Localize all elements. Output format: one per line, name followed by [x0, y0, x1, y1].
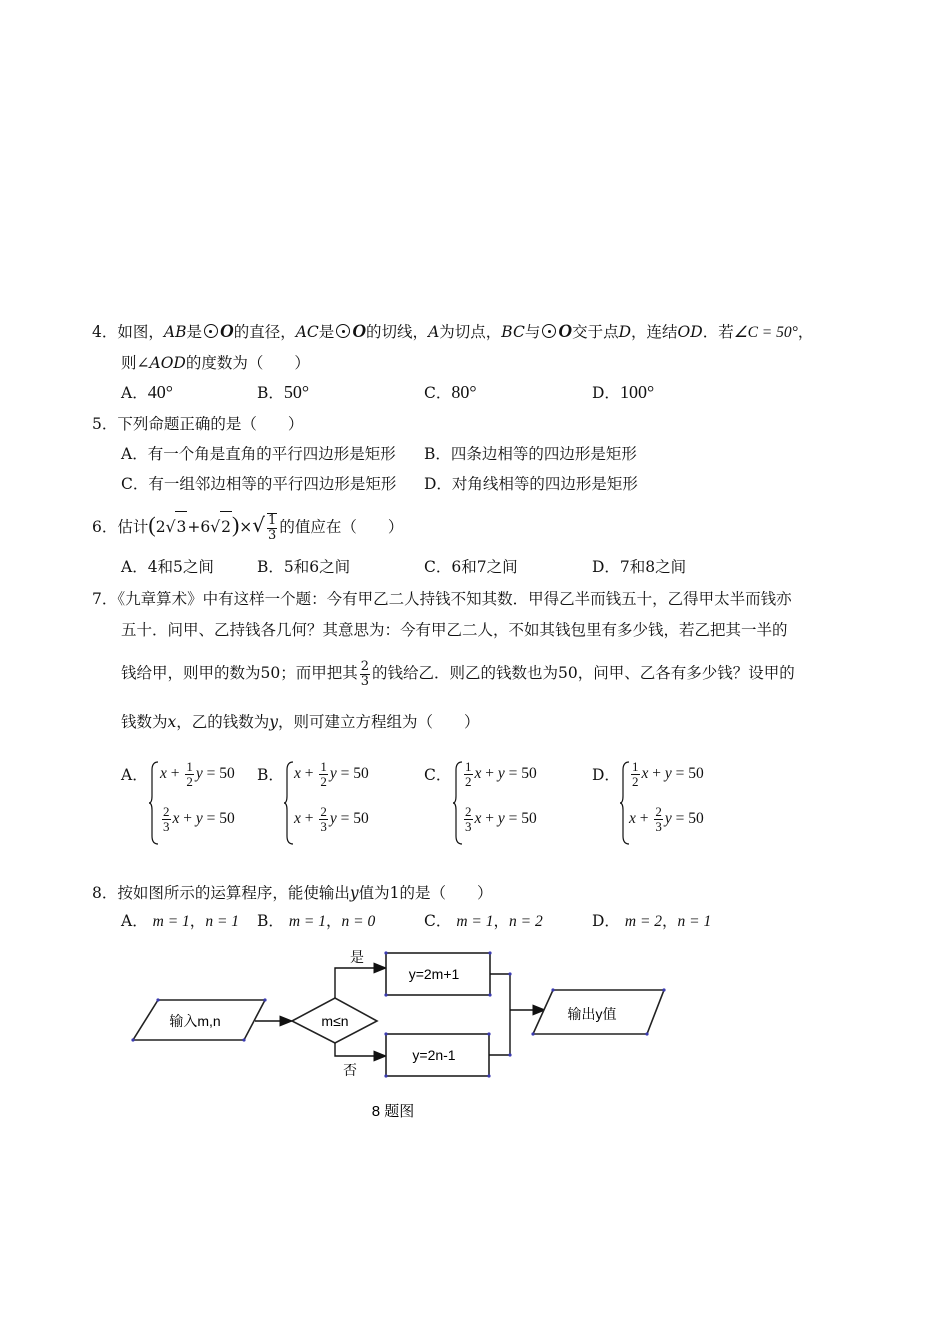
q7-stem-line2: 五十．问甲、乙持钱各几何？其意思为：今有甲乙二人，不如其钱包里有多少钱，若乙把其一半的: [121, 621, 788, 639]
q4-option-b: B．50°: [257, 382, 310, 402]
no-box-label: y=2n-1: [412, 1047, 456, 1063]
q7-stem-line1: 7．《九章算术》中有这样一个题：今有甲乙二人持钱不知其数．甲得乙半而钱五十，乙得甲太半而钱亦: [92, 590, 792, 608]
q7-stem-line4: 钱数为x，乙的钱数为y，则可建立方程组为（ ）: [121, 713, 480, 731]
q4-stem-line2: 则∠AOD的度数为（ ）: [121, 354, 310, 372]
q4-stem-line1: 4．如图，AB是 O的直径，AC是 O的切线，A为切点，BC与 O交于点D，连结OD．若∠C = 50°，: [92, 321, 814, 342]
q8-option-a: A． m = 1，n = 1: [121, 912, 240, 930]
q6-option-b: B．5和6之间: [257, 558, 351, 576]
q4-option-c: C．80°: [424, 382, 477, 402]
q5-stem: 5．下列命题正确的是（ ）: [92, 415, 304, 433]
q8-option-b: B． m = 1，n = 0: [257, 912, 376, 930]
input-label: 输入m,n: [169, 1013, 221, 1029]
yes-label: 是: [350, 949, 364, 965]
yes-box-label: y=2m+1: [408, 966, 460, 982]
q4-option-d: D．100°: [592, 382, 655, 402]
q8-stem: 8．按如图所示的运算程序，能使输出y值为1的是（ ）: [92, 884, 493, 902]
q7-stem-line3: 钱给甲，则甲的数为50；而甲把其 $\frac{2}{3}$ 的钱给乙．则乙的钱数也为50，问甲、乙各有多少钱？设甲的: [121, 658, 795, 689]
q5-option-a: A．有一个角是直角的平行四边形是矩形: [121, 445, 396, 463]
output-label: 输出y值: [567, 1006, 617, 1022]
no-label: 否: [343, 1062, 357, 1078]
figure-caption: 8 题图: [371, 1103, 415, 1120]
q5-option-c: C．有一组邻边相等的平行四边形是矩形: [121, 475, 397, 493]
q5-option-b: B．四条边相等的四边形是矩形: [424, 445, 637, 463]
q6-stem: 6．估计(2√3+6√2)×√ $\frac{1}{3}$ 的值应在（ ）: [92, 512, 404, 543]
q4-option-a: A．40°: [121, 382, 173, 402]
q6-option-a: A．4和5之间: [121, 558, 214, 576]
q6-option-c: C．6和7之间: [424, 558, 518, 576]
q8-option-c: C． m = 1，n = 2: [424, 912, 543, 930]
q5-option-d: D．对角线相等的四边形是矩形: [424, 475, 638, 493]
condition-label: m≤n: [321, 1013, 349, 1029]
q8-option-d: D． m = 2，n = 1: [592, 912, 712, 930]
q6-option-d: D．7和8之间: [592, 558, 687, 576]
